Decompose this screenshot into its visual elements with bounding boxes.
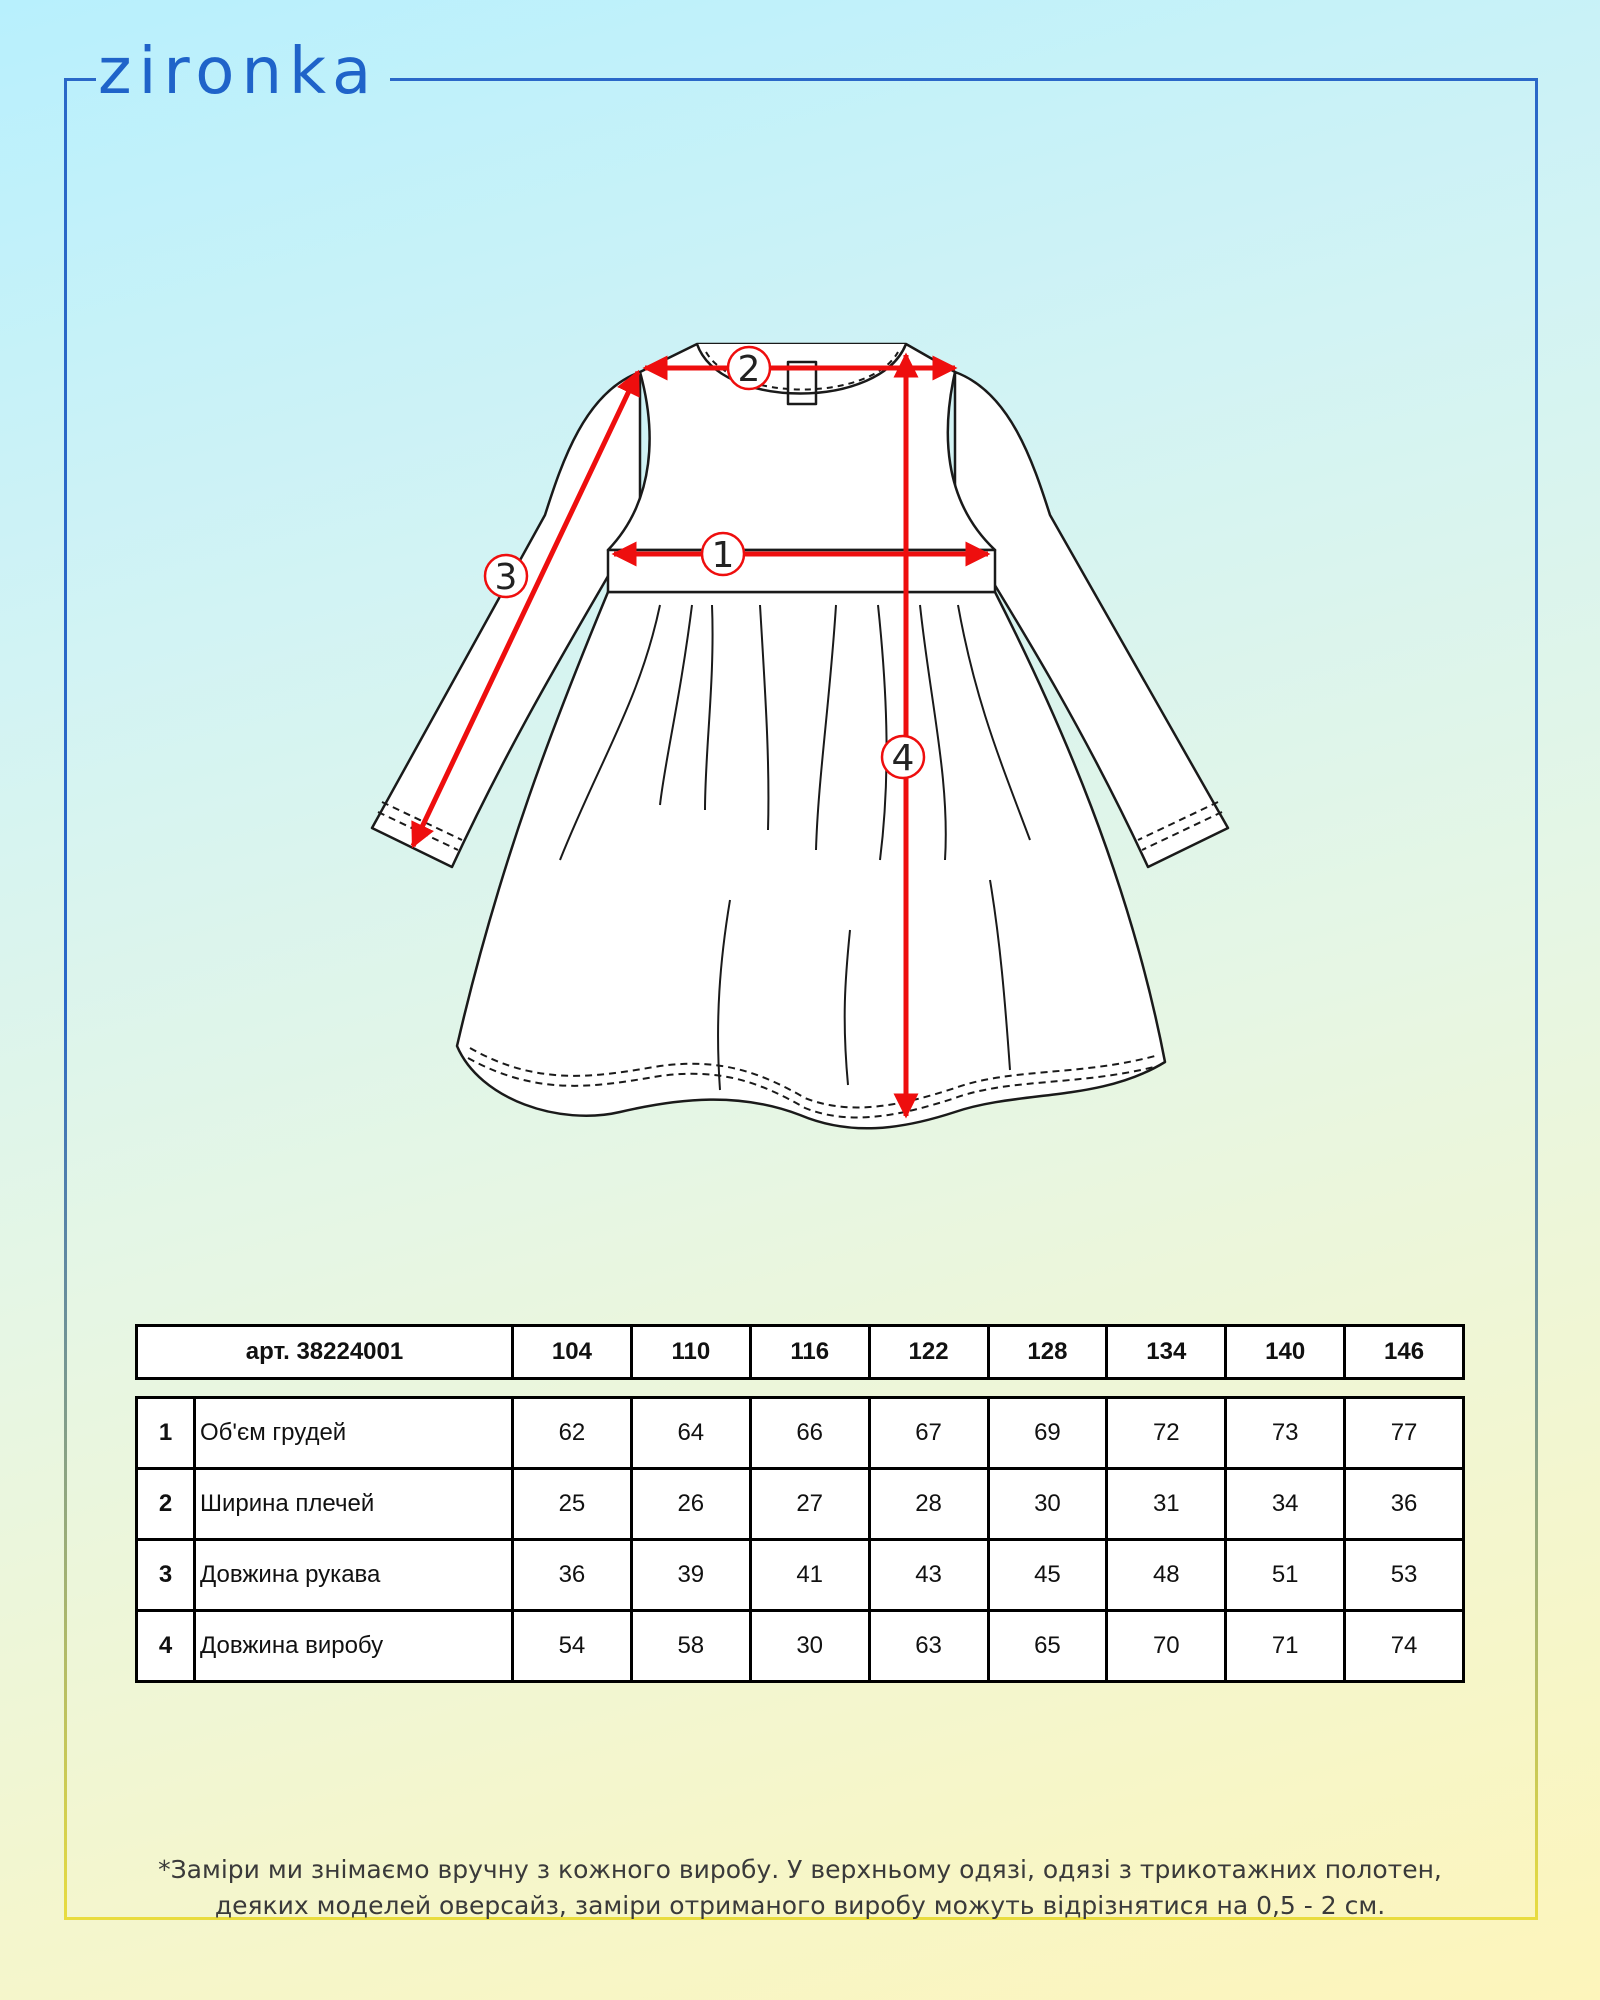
table-cell: 45	[988, 1540, 1107, 1611]
table-cell: 67	[869, 1398, 988, 1469]
table-cell: 53	[1345, 1540, 1464, 1611]
marker-2-label: 2	[737, 349, 761, 390]
size-table	[135, 1396, 1465, 1683]
table-row	[137, 1611, 1464, 1682]
table-cell: 69	[988, 1398, 1107, 1469]
row-number: 1	[137, 1398, 195, 1469]
table-cell: 34	[1226, 1469, 1345, 1540]
table-cell: 65	[988, 1611, 1107, 1682]
table-cell: 26	[631, 1469, 750, 1540]
table-cell: 70	[1107, 1611, 1226, 1682]
table-cell: 36	[513, 1540, 632, 1611]
size-header: 140	[1226, 1326, 1345, 1379]
table-row	[137, 1540, 1464, 1611]
size-header: 116	[750, 1326, 869, 1379]
table-cell: 43	[869, 1540, 988, 1611]
marker-3	[485, 555, 527, 598]
table-cell: 72	[1107, 1398, 1226, 1469]
size-header: 128	[988, 1326, 1107, 1379]
measurement-footnote	[90, 1852, 1510, 1924]
footnote-line-2: деяких моделей оверсайз, заміри отриманого виробу можуть відрізнятися на 0,5 - 2 см.	[214, 1891, 1386, 1920]
row-label: Довжина рукава	[195, 1540, 513, 1611]
row-number: 2	[137, 1469, 195, 1540]
table-cell: 64	[631, 1398, 750, 1469]
footnote-line-1: *Заміри ми знімаємо вручну з кожного виробу. У верхньому одязі, одязі з трикотажних полотен,	[158, 1855, 1442, 1884]
size-table-header	[135, 1324, 1465, 1380]
size-header: 122	[869, 1326, 988, 1379]
marker-2	[728, 347, 770, 390]
table-cell: 27	[750, 1469, 869, 1540]
size-header: 104	[513, 1326, 632, 1379]
table-cell: 31	[1107, 1469, 1226, 1540]
row-label: Довжина виробу	[195, 1611, 513, 1682]
marker-4-label: 4	[891, 738, 915, 779]
row-number: 4	[137, 1611, 195, 1682]
header-row	[137, 1326, 1464, 1379]
brand-logo: zironka	[98, 35, 379, 109]
table-cell: 51	[1226, 1540, 1345, 1611]
table-cell: 74	[1345, 1611, 1464, 1682]
dress-outline	[372, 344, 1228, 1128]
table-cell: 30	[750, 1611, 869, 1682]
table-cell: 48	[1107, 1540, 1226, 1611]
marker-1-label: 1	[711, 535, 735, 576]
table-cell: 30	[988, 1469, 1107, 1540]
table-cell: 28	[869, 1469, 988, 1540]
size-header: 110	[631, 1326, 750, 1379]
size-header: 146	[1345, 1326, 1464, 1379]
table-row	[137, 1469, 1464, 1540]
marker-1	[702, 533, 744, 576]
table-cell: 25	[513, 1469, 632, 1540]
table-cell: 36	[1345, 1469, 1464, 1540]
marker-3-label: 3	[494, 557, 518, 598]
table-cell: 73	[1226, 1398, 1345, 1469]
table-cell: 54	[513, 1611, 632, 1682]
table-cell: 62	[513, 1398, 632, 1469]
row-number: 3	[137, 1540, 195, 1611]
table-cell: 63	[869, 1611, 988, 1682]
marker-4	[882, 736, 924, 779]
table-cell: 39	[631, 1540, 750, 1611]
table-row	[137, 1398, 1464, 1469]
table-cell: 58	[631, 1611, 750, 1682]
table-cell: 41	[750, 1540, 869, 1611]
table-cell: 66	[750, 1398, 869, 1469]
table-cell: 71	[1226, 1611, 1345, 1682]
size-header: 134	[1107, 1326, 1226, 1379]
article-cell: арт. 38224001	[137, 1326, 513, 1379]
table-cell: 77	[1345, 1398, 1464, 1469]
row-label: Об'єм грудей	[195, 1398, 513, 1469]
row-label: Ширина плечей	[195, 1469, 513, 1540]
